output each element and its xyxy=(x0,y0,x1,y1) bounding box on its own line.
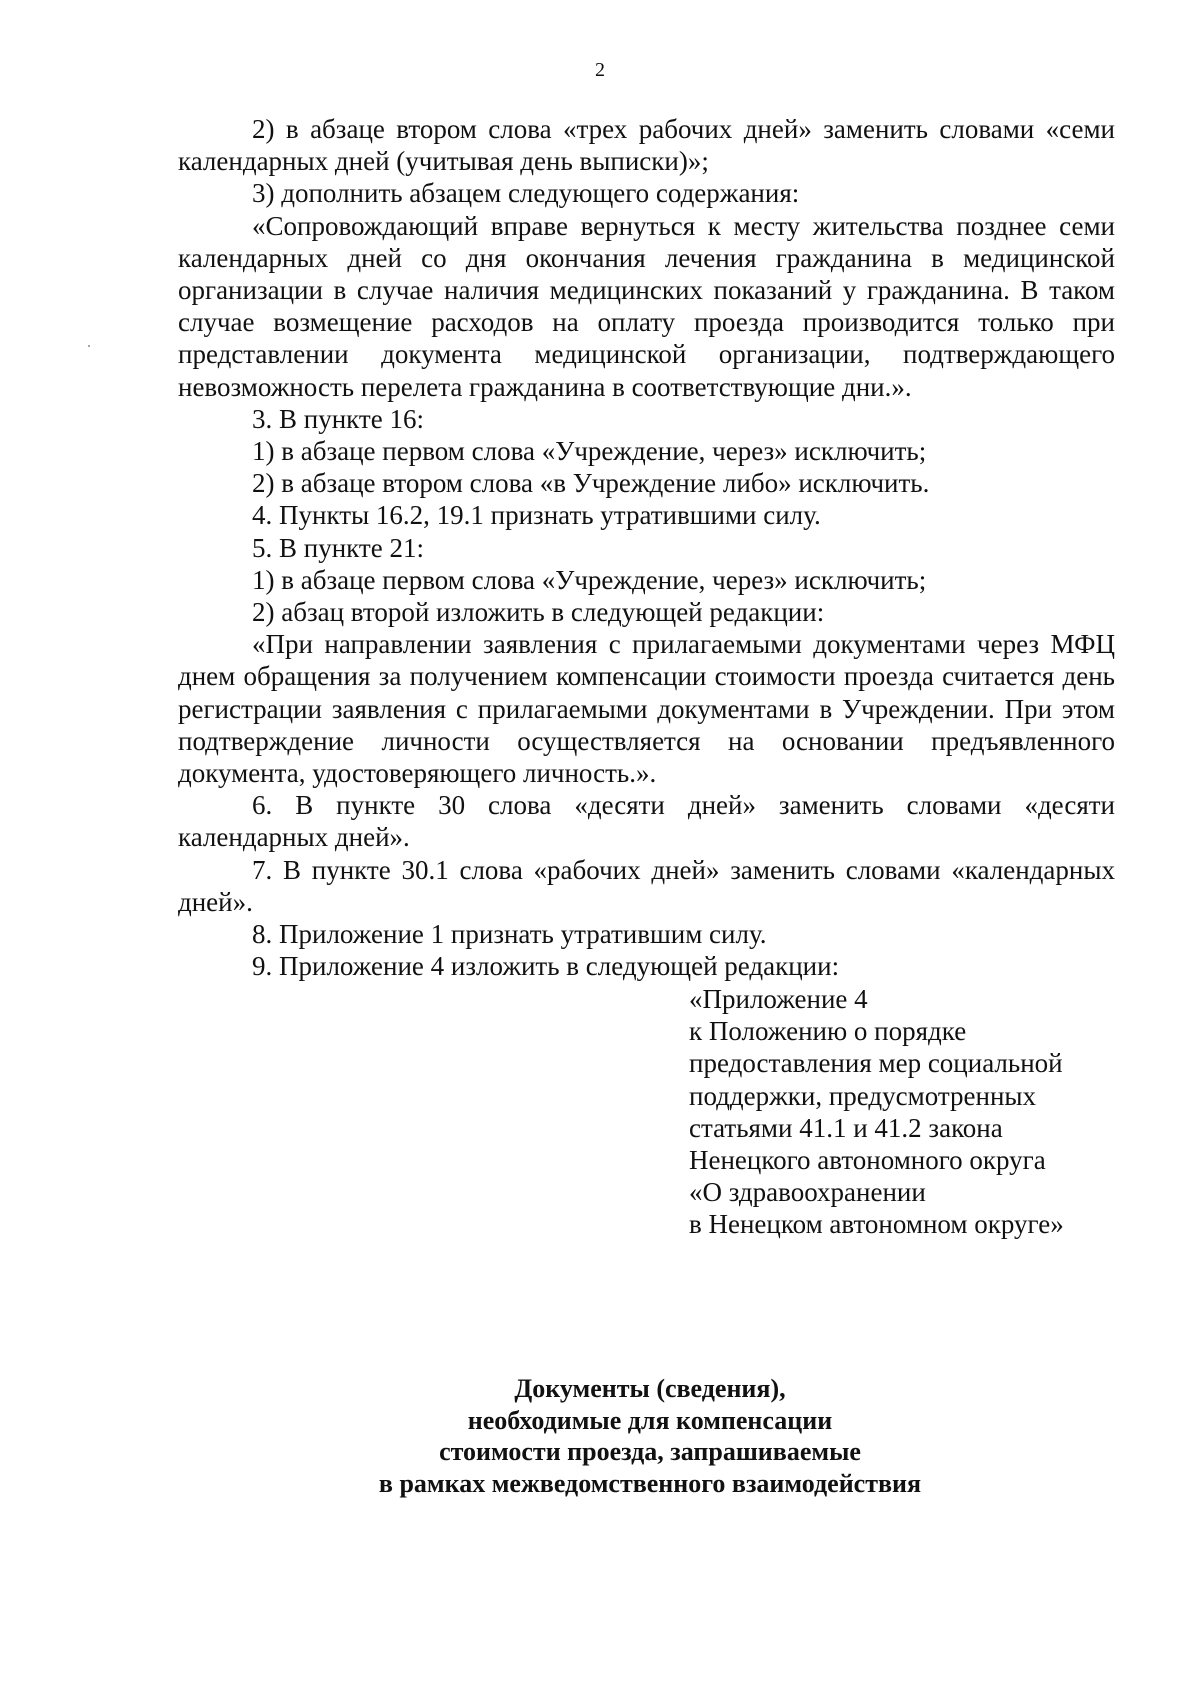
paragraph: «При направлении заявления с прилагаемыми документами через МФЦ днем обращения за получением компенсации стоимости проезда считается день регистрации заявления с прилагаемыми документами в Учреждении. При этом подтверждение личности осуществляется на основании предъявленного документа, удостоверяющего личность.». xyxy=(178,629,1115,789)
appendix-note xyxy=(689,983,1129,1241)
appendix-note-line: Ненецкого автономного округа xyxy=(689,1145,1046,1176)
scan-speck xyxy=(88,345,90,347)
paragraph: 1) в абзаце первом слова «Учреждение, через» исключить; xyxy=(252,564,927,595)
heading-line: необходимые для компенсации xyxy=(467,1405,833,1435)
paragraph: 2) в абзаце втором слова «трех рабочих дней» заменить словами «семи календарных дней (учитывая день выписки)»; xyxy=(178,114,1115,177)
paragraph: 1) в абзаце первом слова «Учреждение, через» исключить; xyxy=(252,436,927,467)
paragraph: 6. В пункте 30 слова «десяти дней» заменить словами «десяти календарных дней». xyxy=(178,790,1115,853)
paragraph: «Сопровождающий вправе вернуться к месту жительства позднее семи календарных дней со дня окончания лечения гражданина в медицинской организации в случае наличия медицинских показаний у гражданина. В таком случае возмещение расходов на оплату проезда производится только при представлении документа медицинской организации, подтверждающего невозможность перелета гражданина в соответствующие дни.». xyxy=(178,210,1115,402)
heading-line: стоимости проезда, запрашиваемые xyxy=(439,1437,861,1466)
appendix-note-line: «Приложение 4 xyxy=(689,984,868,1014)
paragraph: 8. Приложение 1 признать утратившим силу. xyxy=(252,919,767,950)
paragraph: 7. В пункте 30.1 слова «рабочих дней» заменить словами «календарных дней». xyxy=(178,854,1115,917)
paragraph: 3. В пункте 16: xyxy=(252,403,424,434)
heading-line: Документы (сведения), xyxy=(514,1374,786,1403)
paragraph: 9. Приложение 4 изложить в следующей редакции: xyxy=(252,951,840,982)
paragraph: 3) дополнить абзацем следующего содержания: xyxy=(252,178,800,209)
section-heading xyxy=(0,1373,1200,1499)
heading-line: в рамках межведомственного взаимодействия xyxy=(378,1468,922,1498)
appendix-note-line: к Положению о порядке xyxy=(689,1016,967,1047)
paragraph: 2) абзац второй изложить в следующей редакции: xyxy=(252,597,825,628)
document-body xyxy=(178,113,1115,982)
appendix-note-line: поддержки, предусмотренных xyxy=(689,1080,1037,1111)
page-number: 2 xyxy=(595,59,605,81)
paragraph: 5. В пункте 21: xyxy=(252,532,424,563)
appendix-note-line: предоставления мер социальной xyxy=(689,1048,1063,1079)
paragraph: 2) в абзаце втором слова «в Учреждение либо» исключить. xyxy=(252,468,930,499)
appendix-note-line: «О здравоохранении xyxy=(689,1177,926,1208)
appendix-note-line: статьями 41.1 и 41.2 закона xyxy=(689,1112,1003,1143)
appendix-note-line: в Ненецком автономном округе» xyxy=(689,1209,1064,1240)
paragraph: 4. Пункты 16.2, 19.1 признать утратившими силу. xyxy=(252,500,821,531)
